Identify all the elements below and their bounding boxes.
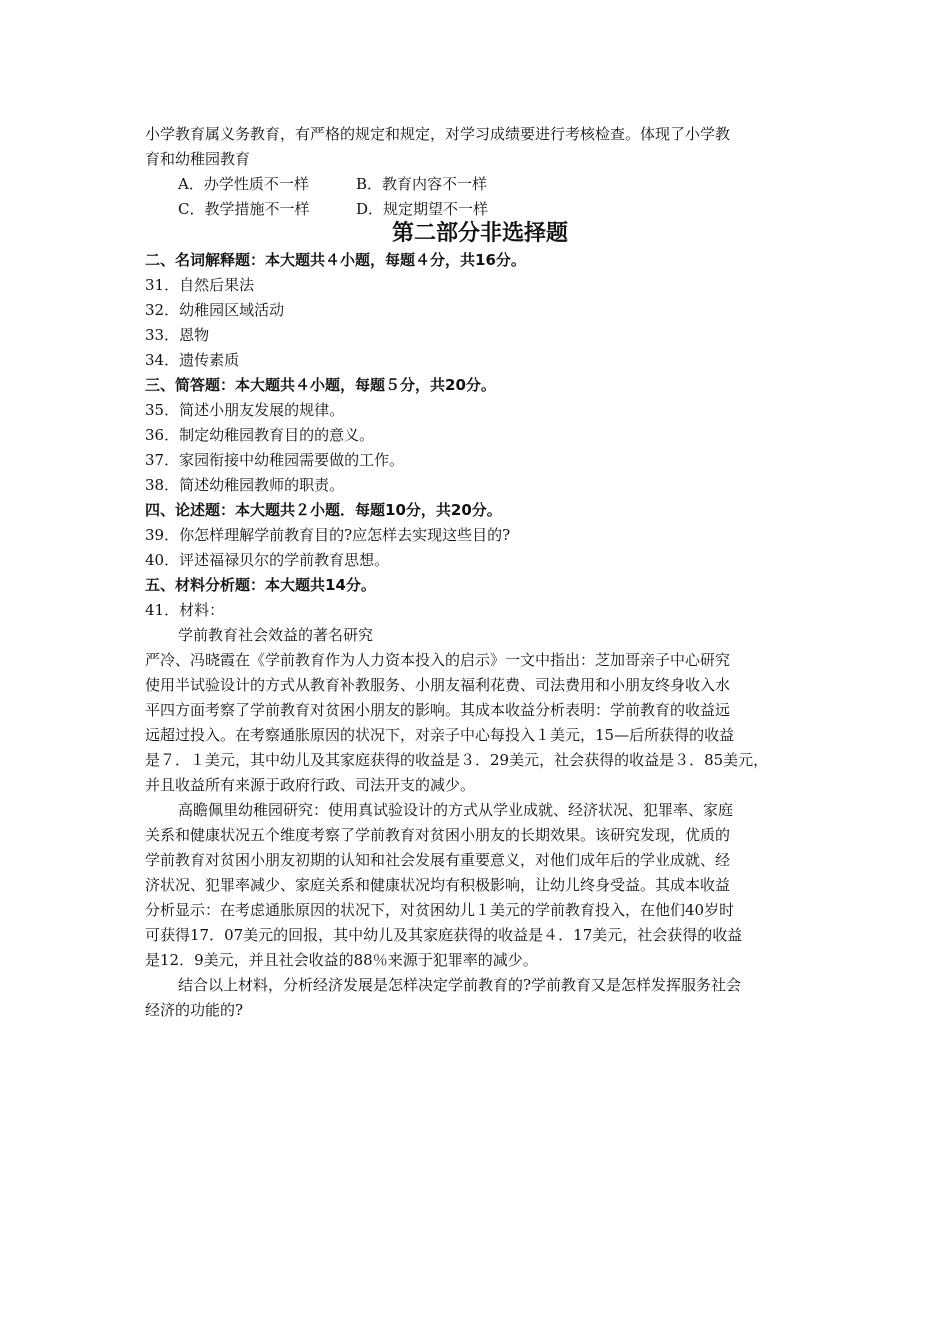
section3-heading: 三、简答题：本大题共４小题，每题５分，共20分。 — [145, 376, 496, 394]
analysis-question — [145, 973, 815, 1023]
q30-option-d: D．规定期望不一样 — [356, 200, 489, 218]
question-39: 39．你怎样理解学前教育目的?应怎样去实现这些目的? — [145, 526, 511, 544]
paragraph-line: 学前教育对贫困小朋友初期的认知和社会发展有重要意义，对他们成年后的学业成就、经 — [145, 851, 731, 869]
material-paragraph-2 — [145, 798, 815, 973]
q30-option-b: B．教育内容不一样 — [356, 175, 488, 193]
question-37: 37．家园衔接中幼稚园需要做的工作。 — [145, 451, 405, 469]
paragraph-line: 分析显示：在考虑通胀原因的状况下，对贫困幼儿１美元的学前教育投入，在他们40岁时 — [145, 901, 735, 919]
paragraph-line: 是12．9美元，并且社会收益的88％来源于犯罪率的减少。 — [145, 951, 538, 969]
section5-heading: 五、材料分析题：本大题共14分。 — [145, 576, 376, 594]
q30-option-c: C．教学措施不一样 — [178, 200, 310, 218]
material-title: 学前教育社会效益的著名研究 — [178, 626, 374, 644]
question-33: 33．恩物 — [145, 326, 210, 344]
paragraph-line: 平四方面考察了学前教育对贫困小朋友的影响。其成本收益分析表明：学前教育的收益远 — [145, 701, 731, 719]
question-35: 35．简述小朋友发展的规律。 — [145, 401, 345, 419]
paragraph-line: 是７．１美元，其中幼儿及其家庭获得的收益是３．29美元，社会获得的收益是３．85美元， — [145, 751, 769, 769]
q30-stem-line1: 小学教育属义务教育，有严格的规定和规定，对学习成绩要进行考核检查。体现了小学教 — [145, 125, 731, 143]
q30-options-row1 — [145, 172, 815, 197]
question-31: 31．自然后果法 — [145, 276, 255, 294]
paragraph-line: 结合以上材料，分析经济发展是怎样决定学前教育的?学前教育又是怎样发挥服务社会 — [178, 976, 742, 994]
question-32: 32．幼稚园区域活动 — [145, 301, 285, 319]
paragraph-line: 严冷、冯晓霞在《学前教育作为人力资本投入的启示》一文中指出：芝加哥亲子中心研究 — [145, 651, 731, 669]
question-34: 34．遗传素质 — [145, 351, 240, 369]
question-40: 40．评述福禄贝尔的学前教育思想。 — [145, 551, 390, 569]
part2-title: 第二部分非选择题 — [391, 221, 568, 246]
q30-option-a: A．办学性质不一样 — [178, 175, 309, 193]
paragraph-line: 高瞻佩里幼稚园研究：使用真试验设计的方式从学业成就、经济状况、犯罪率、家庭 — [178, 801, 734, 819]
paragraph-line: 使用半试验设计的方式从教育补教服务、小朋友福利花费、司法费用和小朋友终身收入水 — [145, 676, 731, 694]
material-paragraph-1 — [145, 648, 815, 798]
paragraph-line: 并且收益所有来源于政府行政、司法开支的减少。 — [145, 776, 476, 794]
paragraph-line: 经济的功能的? — [145, 1001, 244, 1019]
question-41-label: 41．材料： — [145, 601, 225, 619]
q30-options-row2 — [145, 197, 815, 222]
section4-heading: 四、论述题：本大题共２小题．每题10分，共20分。 — [145, 501, 502, 519]
question-36: 36．制定幼稚园教育目的的意义。 — [145, 426, 375, 444]
paragraph-line: 济状况、犯罪率减少、家庭关系和健康状况均有积极影响，让幼儿终身受益。其成本收益 — [145, 876, 731, 894]
paragraph-line: 远超过投入。在考察通胀原因的状况下，对亲子中心每投入１美元，15—后所获得的收益 — [145, 726, 735, 744]
paragraph-line: 关系和健康状况五个维度考察了学前教育对贫困小朋友的长期效果。该研究发现，优质的 — [145, 826, 731, 844]
section2-heading: 二、名词解释题：本大题共４小题，每题４分，共16分。 — [145, 251, 526, 269]
paragraph-line: 可获得17．07美元的回报，其中幼儿及其家庭获得的收益是４．17美元，社会获得的收益 — [145, 926, 743, 944]
document-page — [145, 122, 815, 1023]
question-38: 38．简述幼稚园教师的职责。 — [145, 476, 345, 494]
q30-stem-line2: 育和幼稚园教育 — [145, 150, 251, 168]
